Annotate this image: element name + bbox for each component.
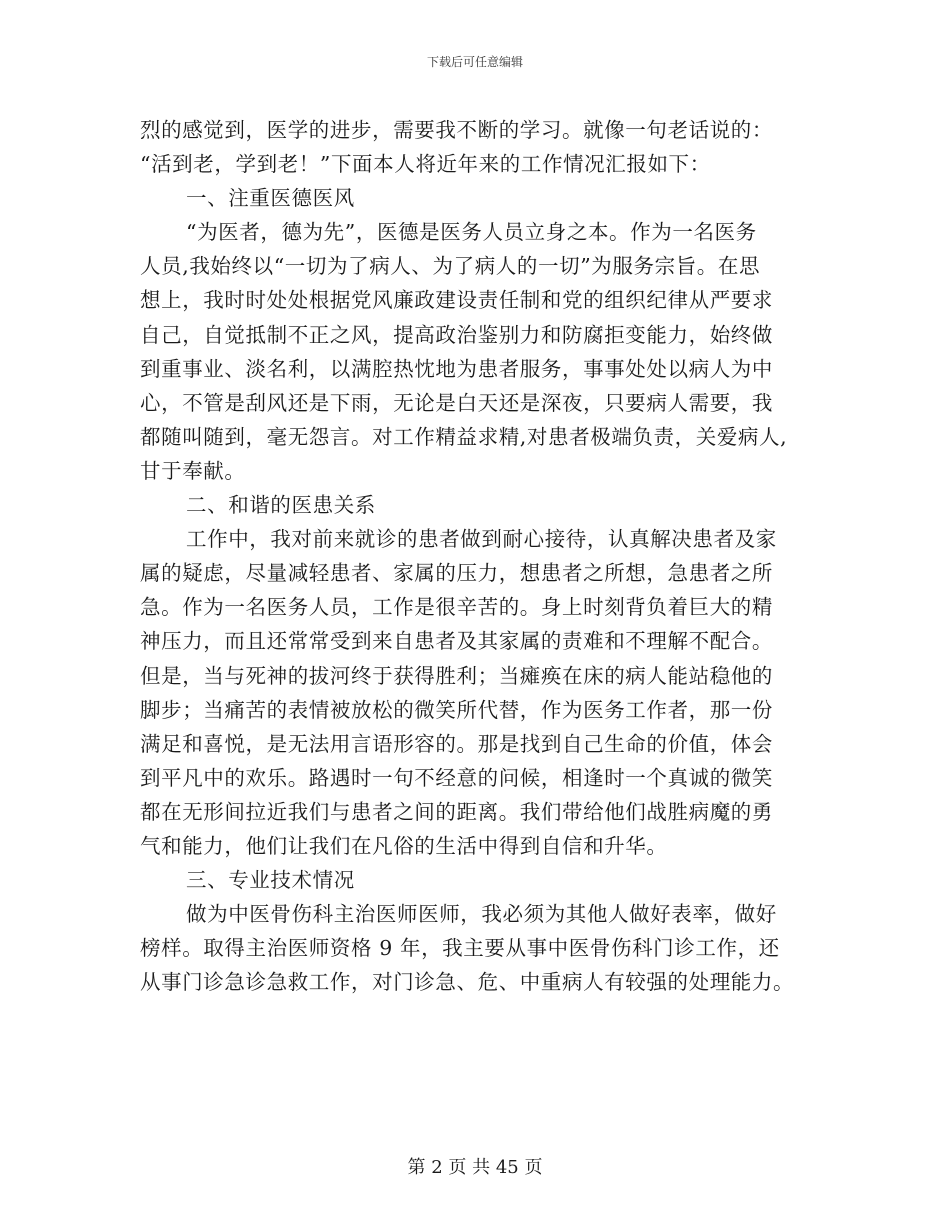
text-line: 到重事业、淡名利，以满腔热忱地为患者服务，事事处处以病人为中 [140,356,773,381]
text-line: 脚步；当痛苦的表情被放松的微笑所代替，作为医务工作者，那一份 [140,697,773,722]
text-line: 从事门诊急诊急救工作，对门诊急、危、中重病人有较强的处理能力。 [140,970,795,995]
text-line: 人员,我始终以“一切为了病人、为了病人的一切”为服务宗旨。在思 [140,254,761,279]
text-line: 满足和喜悦，是无法用言语形容的。那是找到自己生命的价值，体会 [140,731,773,756]
text-line: 都随叫随到，毫无怨言。对工作精益求精,对患者极端负责，关爱病人, [140,424,788,449]
text-line: 到平凡中的欢乐。路遇时一句不经意的问候，相逢时一个真诚的微笑 [140,765,773,790]
text-line: 三、专业技术情况 [186,868,355,893]
text-line: 神压力，而且还常常受到来自患者及其家属的责难和不理解不配合。 [140,629,773,654]
text-line: 自己，自觉抵制不正之风，提高政治鉴别力和防腐拒变能力，始终做 [140,322,773,347]
text-line: 榜样。取得主治医师资格 9 年，我主要从事中医骨伤科门诊工作，还 [140,936,780,961]
text-line: “活到老，学到老！”下面本人将近年来的工作情况汇报如下： [140,152,711,177]
text-line: 二、和谐的医患关系 [186,493,376,518]
document-body [140,113,820,999]
text-line: 工作中，我对前来就诊的患者做到耐心接待，认真解决患者及家 [186,527,777,552]
text-line: 心，不管是刮风还是下雨，无论是白天还是深夜，只要病人需要，我 [140,390,773,415]
text-line: 都在无形间拉近我们与患者之间的距离。我们带给他们战胜病魔的勇 [140,799,773,824]
text-line: 想上，我时时处处根据党风廉政建设责任制和党的组织纪律从严要求 [140,288,773,313]
text-line: 属的疑虑，尽量减轻患者、家属的压力，想患者之所想，急患者之所 [140,561,773,586]
text-line: 甘于奉献。 [140,458,246,483]
page-header: 下载后可任意编辑 [426,55,523,69]
text-line: 一、注重医德医风 [186,186,355,211]
text-line: 急。作为一名医务人员，工作是很辛苦的。身上时刻背负着巨大的精 [140,595,773,620]
text-line: 烈的感觉到，医学的进步，需要我不断的学习。就像一句老话说的： [140,118,773,142]
text-line: 气和能力，他们让我们在凡俗的生活中得到自信和升华。 [140,833,668,858]
text-line: “为医者，德为先”，医德是医务人员立身之本。作为一名医务 [186,220,757,245]
text-line: 做为中医骨伤科主治医师医师，我必须为其他人做好表率，做好 [186,902,777,927]
text-line: 但是，当与死神的拔河终于获得胜利；当瘫痪在床的病人能站稳他的 [140,663,773,688]
page-footer: 第 2 页 共 45 页 [407,1157,543,1178]
